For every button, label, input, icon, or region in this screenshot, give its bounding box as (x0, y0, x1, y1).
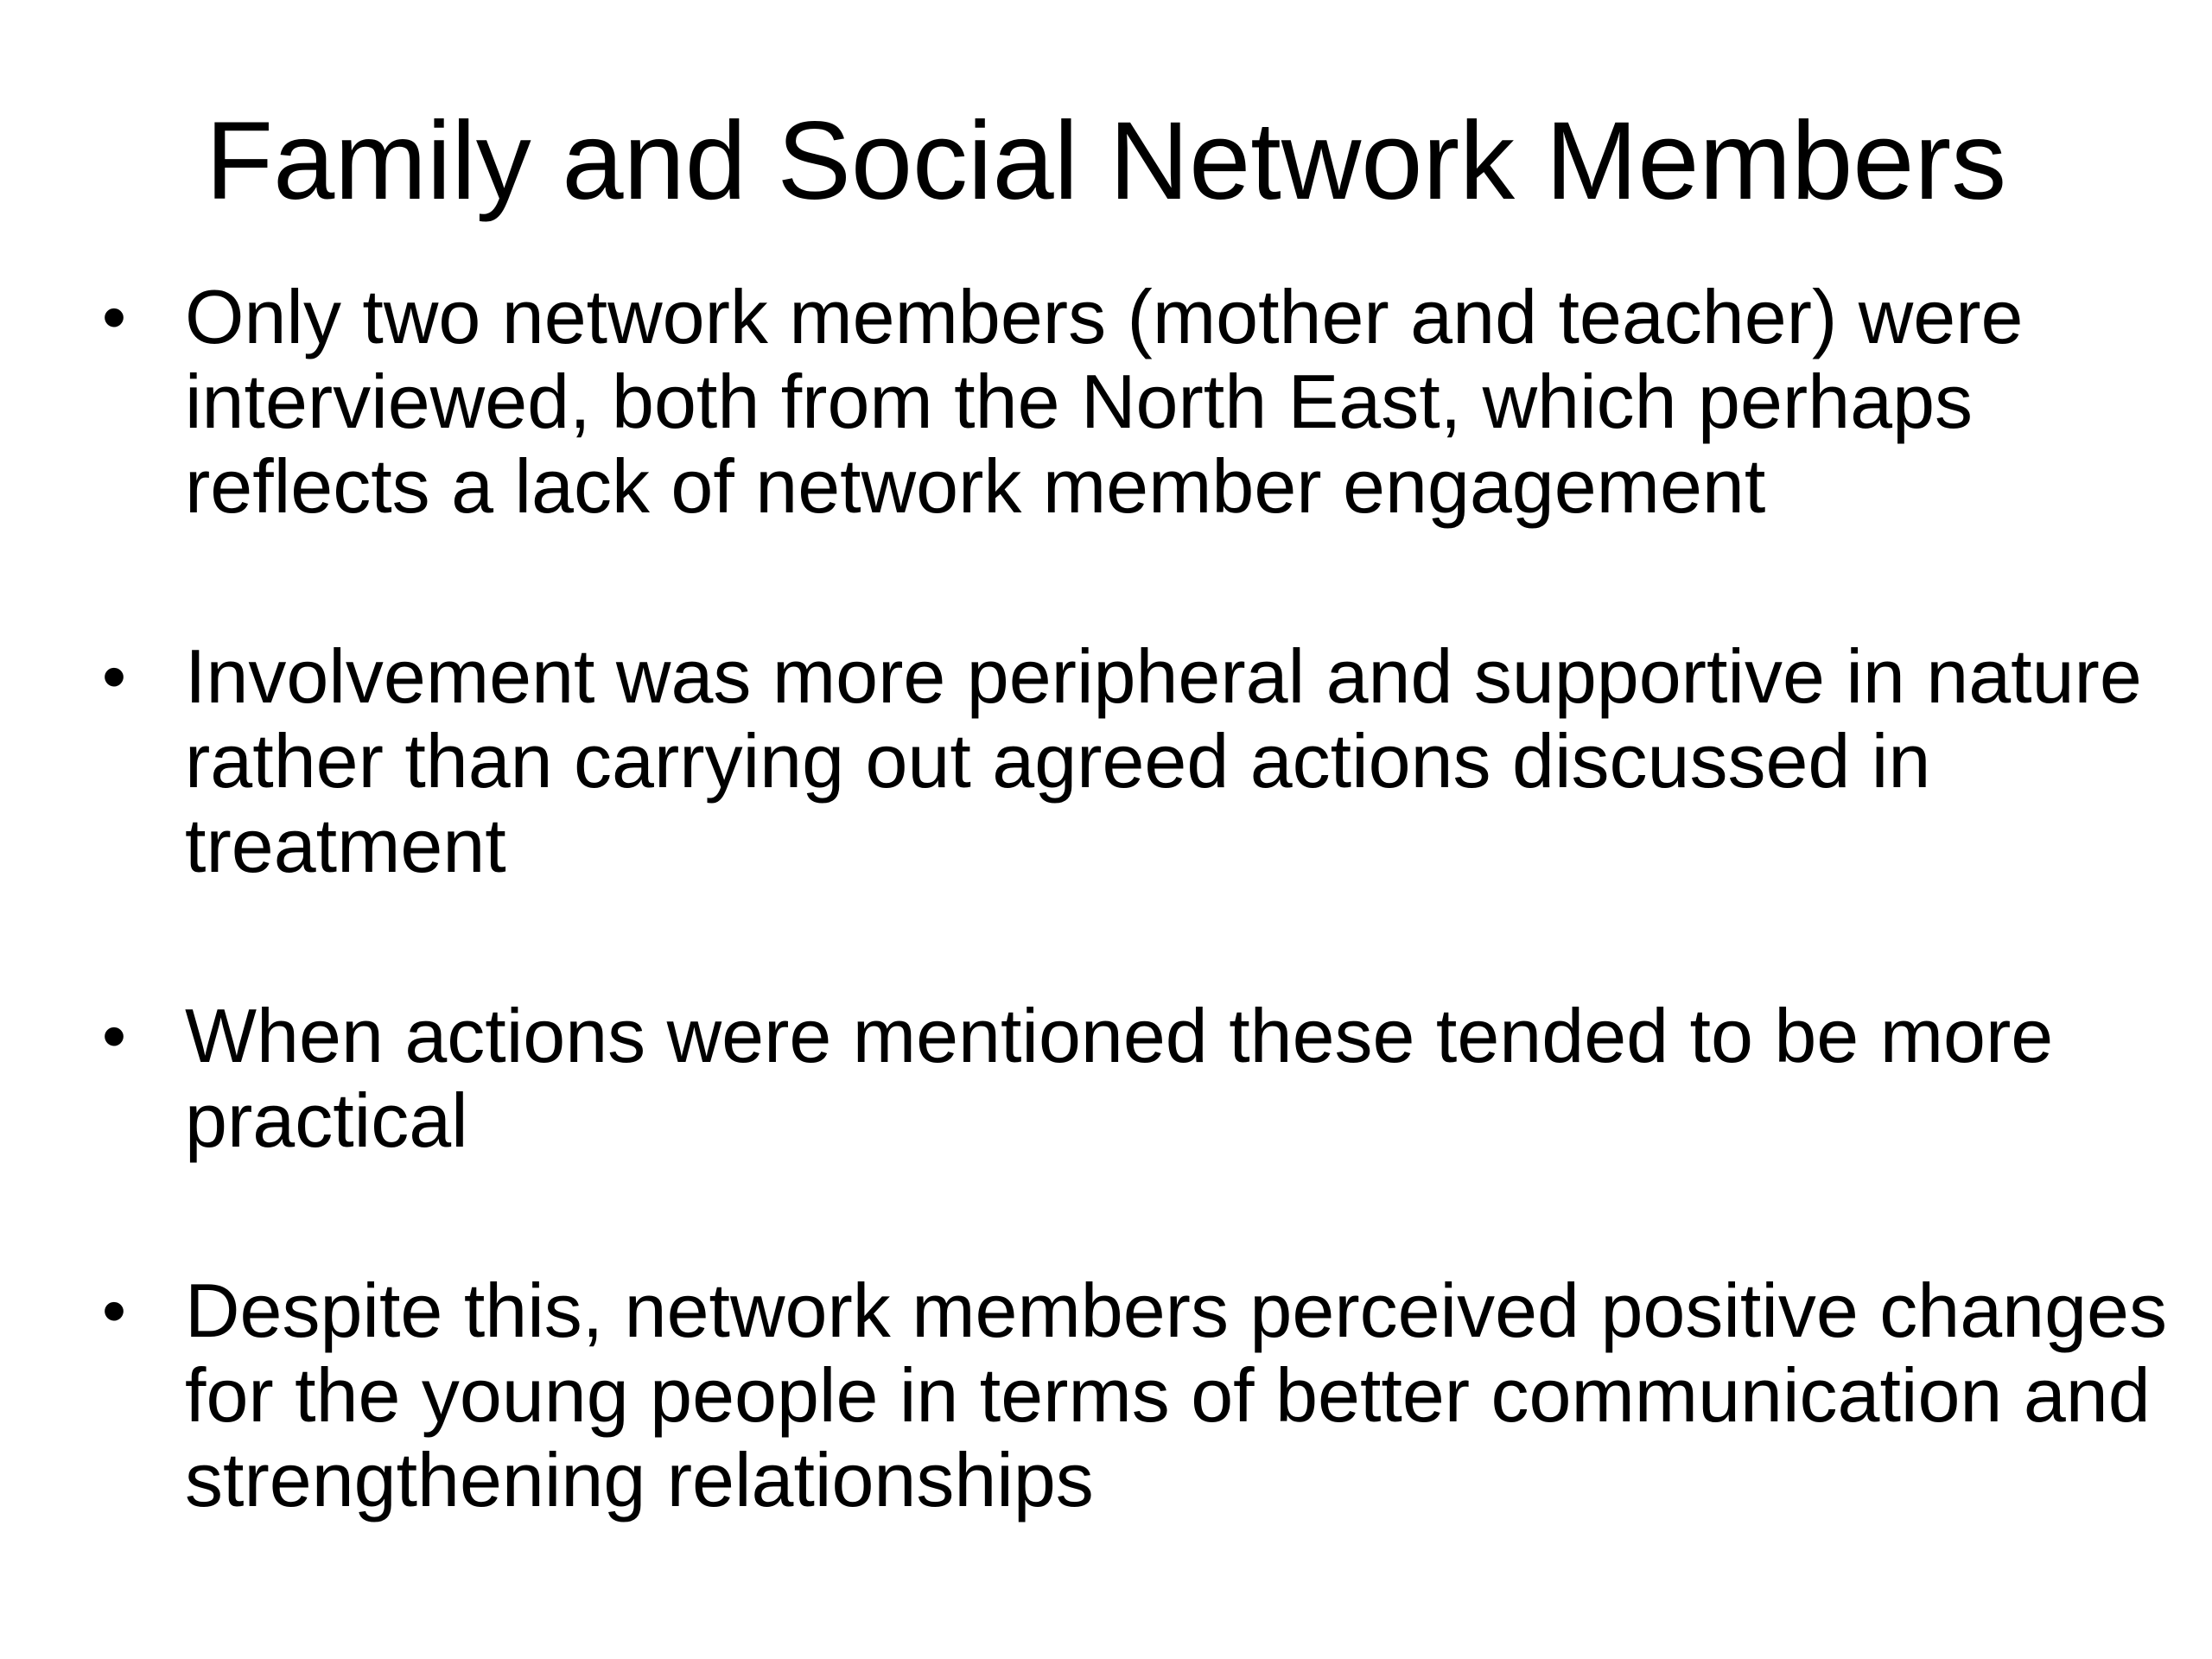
bullet-text: Despite this, network members perceived positive changes for the young people in terms of better communication and strengthening relationships (185, 1268, 2167, 1522)
bullet-icon: • (102, 1272, 127, 1349)
bullet-item (95, 275, 2186, 529)
bullet-icon: • (102, 638, 127, 715)
bullet-text: When actions were mentioned these tended to be more practical (185, 993, 2054, 1163)
bullet-item (95, 634, 2186, 888)
bullet-icon: • (102, 278, 127, 355)
bullet-icon: • (102, 997, 127, 1074)
bullet-list (95, 275, 2186, 1522)
slide-title: Family and Social Network Members (205, 99, 2007, 223)
bullet-item (95, 994, 2186, 1163)
bullet-text: Involvement was more peripheral and supportive in nature rather than carrying out agreed actions discussed in treatment (185, 633, 2142, 888)
bullet-item (95, 1268, 2186, 1522)
bullet-text: Only two network members (mother and teacher) were interviewed, both from the North East, which perhaps reflects a lack of network member engagement (185, 274, 2024, 529)
